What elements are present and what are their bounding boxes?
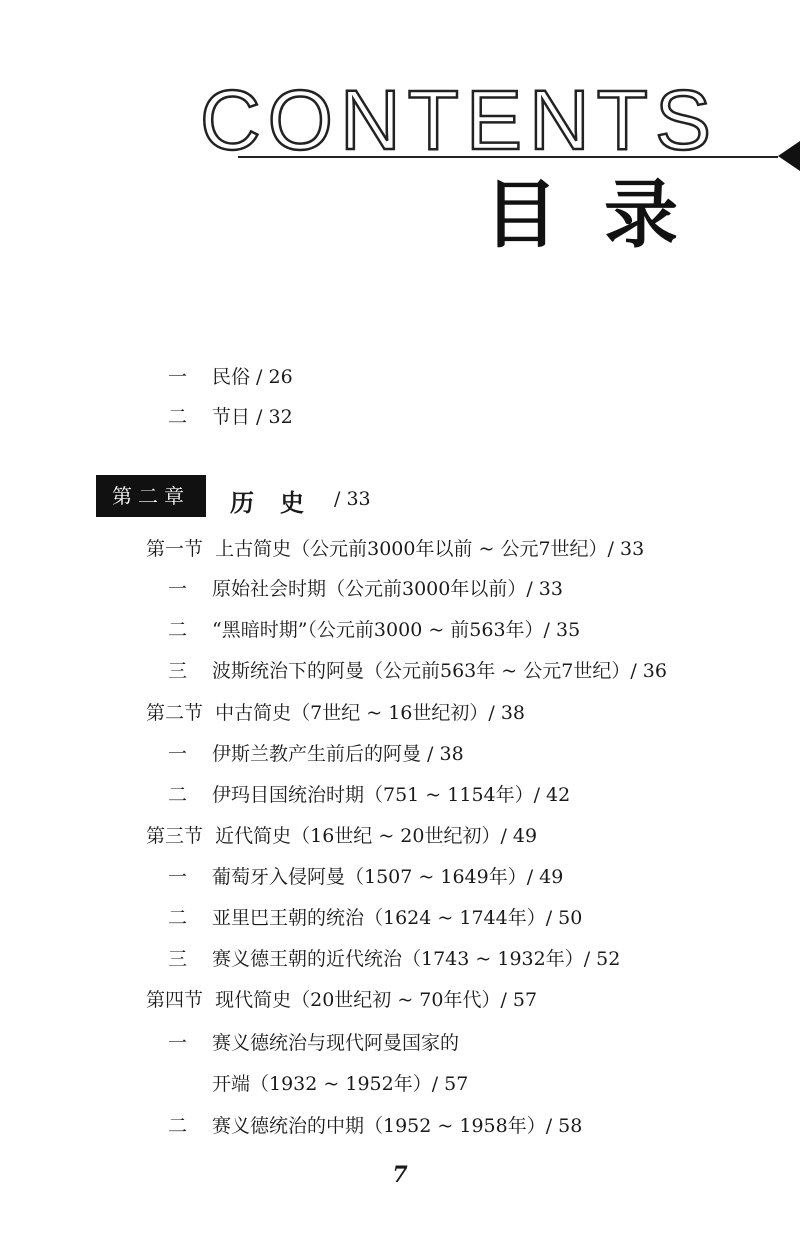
toc-item-continuation[interactable]: [212, 1075, 468, 1094]
toc-item[interactable]: [168, 408, 293, 427]
item-text: 赛义德王朝的近代统治（1743 ~ 1932年）/ 52: [212, 948, 621, 970]
item-text: 赛义德统治的中期（1952 ~ 1958年）/ 58: [212, 1115, 583, 1137]
item-text: 伊斯兰教产生前后的阿曼 / 38: [212, 743, 464, 765]
toc-section[interactable]: [146, 704, 525, 723]
section-text: 中古简史（7世纪 ~ 16世纪初）/ 38: [215, 702, 525, 724]
item-marker: 二: [168, 619, 188, 641]
item-marker: 一: [168, 366, 188, 388]
section-label: 第三节: [146, 825, 204, 847]
contents-title: CONTENTS: [200, 73, 718, 167]
rule-arrow-icon: [778, 141, 800, 171]
page-number: 7: [392, 1162, 408, 1188]
header-rule: [238, 156, 778, 158]
item-marker: 一: [168, 1032, 188, 1054]
item-text: 葡萄牙入侵阿曼（1507 ~ 1649年）/ 49: [212, 866, 564, 888]
section-text: 现代简史（20世纪初 ~ 70年代）/ 57: [215, 989, 538, 1011]
chapter-badge: 第二章: [96, 475, 206, 517]
item-marker: 一: [168, 578, 188, 600]
section-text: 近代简史（16世纪 ~ 20世纪初）/ 49: [215, 825, 538, 847]
item-text: “黑暗时期”（公元前3000 ~ 前563年）/ 35: [212, 619, 581, 641]
item-marker: 三: [168, 660, 188, 682]
toc-item[interactable]: [168, 621, 580, 640]
toc-item[interactable]: [168, 868, 563, 887]
item-text: 亚里巴王朝的统治（1624 ~ 1744年）/ 50: [212, 907, 583, 929]
item-text: 波斯统治下的阿曼（公元前563年 ~ 公元7世纪）/ 36: [212, 660, 667, 682]
toc-item[interactable]: [168, 745, 464, 764]
toc-item[interactable]: [168, 950, 620, 969]
toc-item[interactable]: [168, 1034, 459, 1053]
chapter-heading[interactable]: [96, 475, 466, 517]
item-text: 原始社会时期（公元前3000年以前）/ 33: [212, 578, 563, 600]
item-text: 节日 / 32: [212, 406, 293, 428]
toc-item[interactable]: [168, 1117, 582, 1136]
toc-item[interactable]: [168, 662, 667, 681]
table-of-contents-title: 目录: [484, 172, 724, 258]
chapter-title: 历史: [230, 488, 330, 517]
toc-section[interactable]: [146, 991, 537, 1010]
chapter-page: / 33: [334, 488, 371, 510]
item-text: 开端（1932 ~ 1952年）/ 57: [212, 1073, 469, 1095]
item-marker: 三: [168, 948, 188, 970]
item-marker: 二: [168, 1115, 188, 1137]
section-label: 第四节: [146, 989, 204, 1011]
toc-item[interactable]: [168, 786, 570, 805]
item-marker: 二: [168, 406, 188, 428]
item-text: 民俗 / 26: [212, 366, 293, 388]
section-label: 第二节: [146, 702, 204, 724]
toc-item[interactable]: [168, 909, 582, 928]
item-marker: 二: [168, 784, 188, 806]
item-marker: 一: [168, 866, 188, 888]
toc-item[interactable]: [168, 580, 563, 599]
section-text: 上古简史（公元前3000年以前 ~ 公元7世纪）/ 33: [215, 538, 645, 560]
section-label: 第一节: [146, 538, 204, 560]
item-text: 赛义德统治与现代阿曼国家的: [212, 1032, 460, 1054]
toc-section[interactable]: [146, 827, 537, 846]
item-marker: 二: [168, 907, 188, 929]
toc-item[interactable]: [168, 368, 293, 387]
item-text: 伊玛目国统治时期（751 ~ 1154年）/ 42: [212, 784, 571, 806]
toc-section[interactable]: [146, 540, 644, 559]
item-marker: 一: [168, 743, 188, 765]
